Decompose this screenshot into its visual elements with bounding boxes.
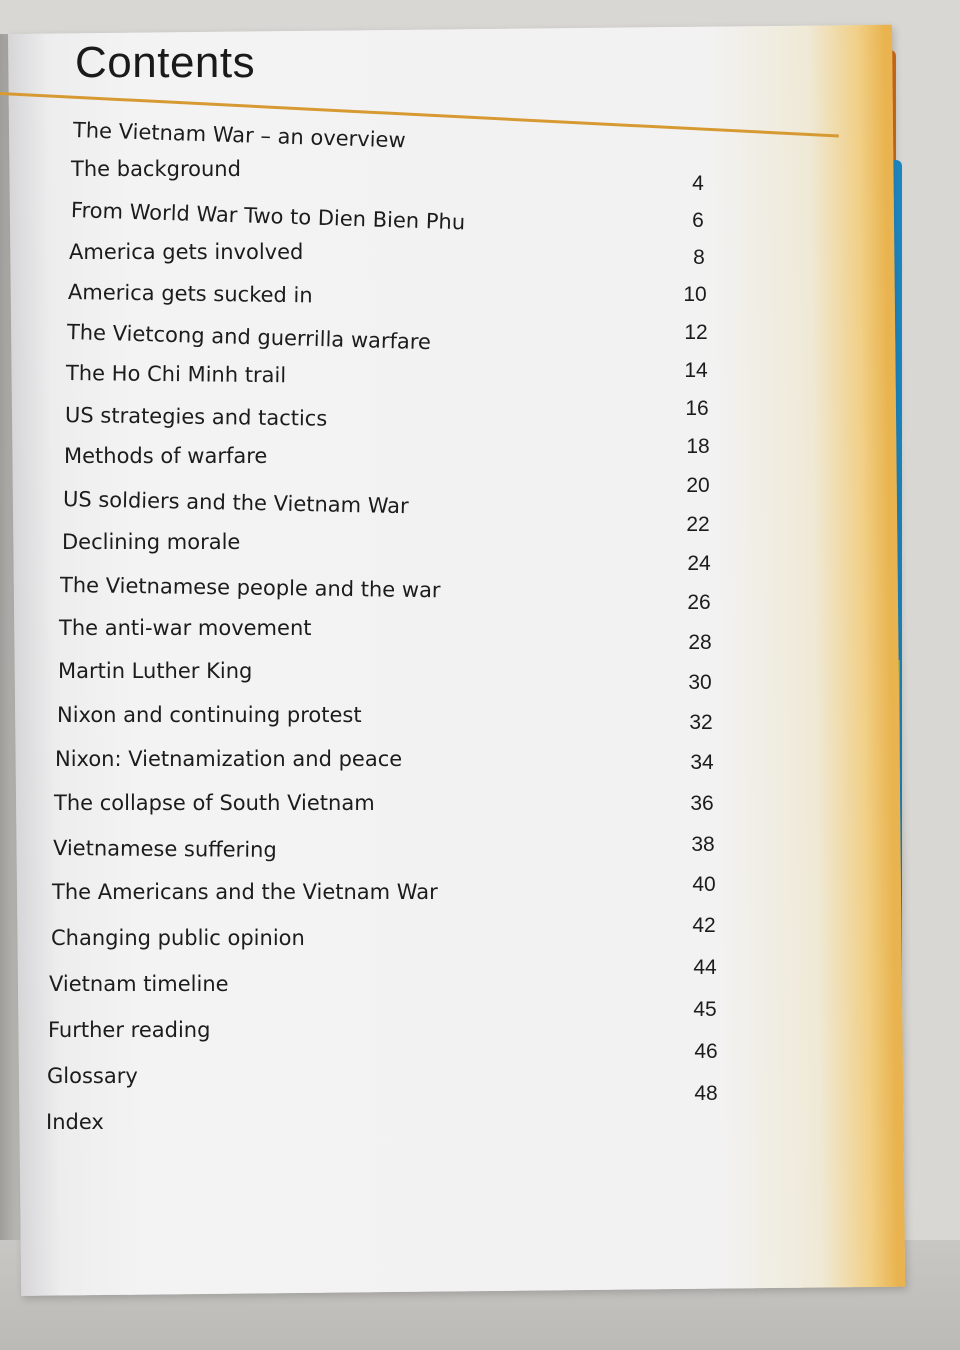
page-number: 18 [686,435,710,458]
page-number: 20 [686,474,710,497]
toc-entry: Changing public opinion [51,926,305,950]
page-number: 28 [688,631,712,654]
page-number: 8 [693,246,705,269]
page-number: 42 [692,914,716,937]
toc-entry: US strategies and tactics [64,403,328,431]
toc-entry: The Vietnam War – an overview [72,118,406,153]
page-number: 38 [691,833,715,856]
toc-entry: Martin Luther King [58,659,253,683]
toc-entry: Further reading [48,1018,211,1042]
page-number: 4 [692,172,704,195]
page-number: 32 [689,711,713,734]
toc-entry: America gets involved [69,240,304,264]
page-number: 24 [687,552,711,575]
page-number: 6 [692,209,704,232]
toc-entry: Nixon: Vietnamization and peace [55,747,403,771]
toc-entry: Vietnamese suffering [52,836,277,862]
page-number: 12 [684,321,708,344]
page-number: 10 [683,283,707,306]
toc-entry: From World War Two to Dien Bien Phu [70,198,466,235]
page-title: Contents [75,38,256,87]
toc-entry: The Ho Chi Minh trail [65,361,287,388]
page-number: 14 [684,359,708,382]
toc-entry: America gets sucked in [67,280,313,308]
toc-entry: The collapse of South Vietnam [54,791,375,815]
toc-entry: Methods of warfare [64,444,268,468]
toc-entry: The Vietcong and guerrilla warfare [66,320,432,355]
page-number: 36 [690,792,714,815]
page-number: 30 [688,671,712,694]
page-number: 26 [687,591,711,614]
toc-entry: US soldiers and the Vietnam War [62,487,409,519]
toc-entry: Index [46,1110,104,1134]
page-number: 34 [690,751,714,774]
page-number: 45 [693,998,717,1021]
page-number: 46 [694,1040,718,1063]
page-number: 16 [685,397,709,420]
toc-entry: The Americans and the Vietnam War [52,880,438,904]
page-number: 44 [693,956,717,979]
page-number: 22 [686,513,710,536]
page-number: 40 [692,873,716,896]
toc-entry: The Vietnamese people and the war [59,573,441,603]
toc-entry: Declining morale [62,530,241,554]
toc-entry: Glossary [47,1064,138,1088]
page-number: 48 [694,1082,718,1105]
toc-entry: Vietnam timeline [49,972,229,996]
toc-entry: Nixon and continuing protest [57,703,362,727]
toc-entry: The background [71,157,241,181]
toc-entry: The anti-war movement [59,616,312,640]
